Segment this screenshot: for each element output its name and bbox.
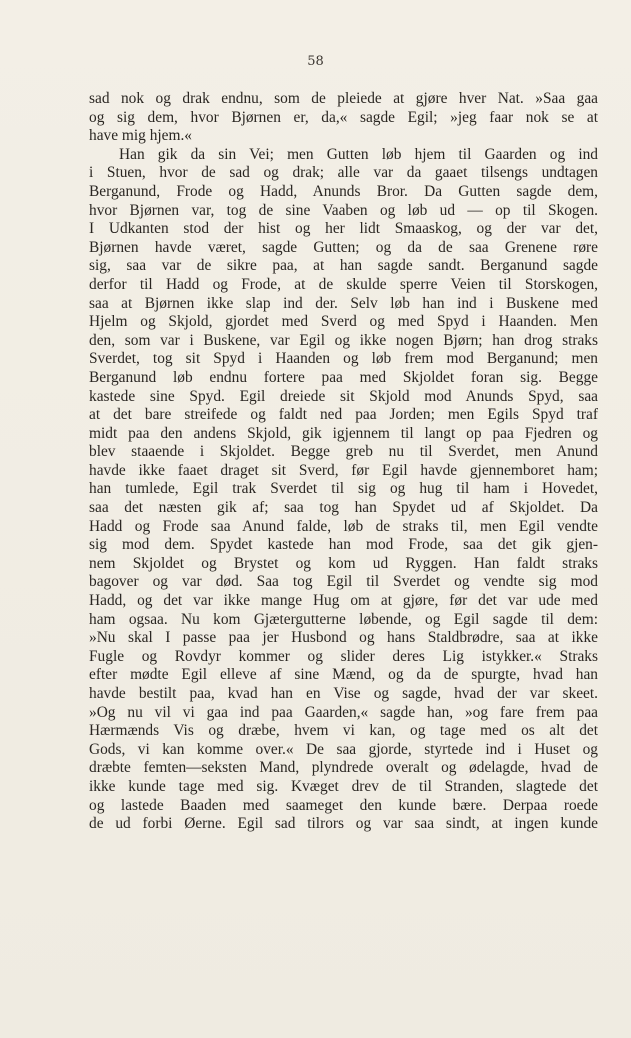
text-line: Gods, vi kan komme over.« De saa gjorde, styrtede ind i Huset og <box>89 740 598 758</box>
text-line: ikke kunde tage med sig. Kvæget drev de til Stranden, slagtede det <box>89 777 598 795</box>
text-line: sig mod dem. Spydet kastede han mod Frode, saa det gik gjen- <box>89 536 598 554</box>
text-line: bagover og var død. Saa tog Egil til Sverdet og vendte sig mod <box>89 573 598 591</box>
text-line: midt paa den andens Skjold, gik igjennem til langt op paa Fjedren og <box>89 424 598 442</box>
text-line: den, som var i Buskene, var Egil og ikke nogen Bjørn; han drog straks <box>89 331 598 349</box>
text-line: Hjelm og Skjold, gjordet med Sverd og med Spyd i Haanden. Men <box>89 313 598 331</box>
text-line: Fugle og Rovdyr kommer og slider deres Lig istykker.« Straks <box>89 647 598 665</box>
text-line: Berganund løb endnu fortere paa med Skjoldet foran sig. Begge <box>89 368 598 386</box>
text-line: I Udkanten stod der hist og her lidt Smaaskog, og der var det, <box>89 220 598 238</box>
text-line: Hadd, og det var ikke mange Hug om at gjøre, før det var ude med <box>89 592 598 610</box>
text-line: dræbte femten—seksten Mand, plyndrede overalt og ødelagde, hvad de <box>89 759 598 777</box>
text-line: og sig dem, hvor Bjørnen er, da,« sagde Egil; »jeg faar nok se at <box>89 108 598 126</box>
text-line: nem Skjoldet og Brystet og kom ud Ryggen. Han faldt straks <box>89 554 598 572</box>
text-line: saa at Bjørnen ikke slap ind der. Selv løb han ind i Buskene med <box>89 294 598 312</box>
text-line: »Og nu vil vi gaa ind paa Gaarden,« sagde han, »og fare frem paa <box>89 703 598 721</box>
text-line: kastede sine Spyd. Egil dreiede sit Skjold mod Anunds Spyd, saa <box>89 387 598 405</box>
text-line: at det bare streifede og faldt ned paa Jorden; men Egils Spyd traf <box>89 406 598 424</box>
text-line: derfor til Hadd og Frode, at de skulde sperre Veien til Storskogen, <box>89 275 598 293</box>
text-line: Han gik da sin Vei; men Gutten løb hjem til Gaarden og ind <box>119 145 598 163</box>
text-line: Berganund, Frode og Hadd, Anunds Bror. Da Gutten sagde dem, <box>89 182 598 200</box>
page-number: 58 <box>307 54 324 69</box>
text-line: Sverdet, tog sit Spyd i Haanden og løb frem mod Berganund; men <box>89 350 598 368</box>
text-line: Bjørnen havde været, sagde Gutten; og da de saa Grenene røre <box>89 238 598 256</box>
text-line: de ud forbi Øerne. Egil sad tilrors og var saa sindt, at ingen kunde <box>89 815 598 833</box>
text-line: saa det næsten gik af; saa tog han Spydet ud af Skjoldet. Da <box>89 499 598 517</box>
text-line: sig, saa var de sikre paa, at han sagde sandt. Berganund sagde <box>89 257 598 275</box>
text-line: Hadd og Frode saa Anund falde, løb de straks til, men Egil vendte <box>89 517 598 535</box>
text-line: Hærmænds Vis og dræbe, hvem vi kan, og tage med os alt det <box>89 722 598 740</box>
text-line: sad nok og drak endnu, som de pleiede at gjøre hver Nat. »Saa gaa <box>89 90 598 107</box>
text-line: ham ogsaa. Nu kom Gjætergutterne løbende, og Egil sagde til dem: <box>89 610 598 628</box>
text-line: havde ikke faaet draget sit Sverd, før Egil havde gjennemboret ham; <box>89 461 598 479</box>
text-line: »Nu skal I passe paa jer Husbond og hans Staldbrødre, saa at ikke <box>89 629 598 647</box>
text-line: hvor Bjørnen var, tog de sine Vaaben og løb ud — op til Skogen. <box>89 201 598 219</box>
text-line: havde bestilt paa, kvad han en Vise og sagde, hvad der var skeet. <box>89 685 598 702</box>
text-line: i Stuen, hvor de sad og drak; alle var da gaaet tilsengs undtagen <box>89 164 598 182</box>
text-line: efter mødte Egil elleve af sine Mænd, og da de spurgte, hvad han <box>89 666 598 684</box>
text-line: og lastede Baaden med saameget den kunde bære. Derpaa roede <box>89 796 598 814</box>
text-line: han tumlede, Egil trak Sverdet til sig og hug til ham i Hovedet, <box>89 480 598 498</box>
text-line: blev staaende i Skjoldet. Begge greb nu til Sverdet, men Anund <box>89 443 598 461</box>
body-text <box>89 90 598 834</box>
text-line: have mig hjem.« <box>89 127 193 145</box>
